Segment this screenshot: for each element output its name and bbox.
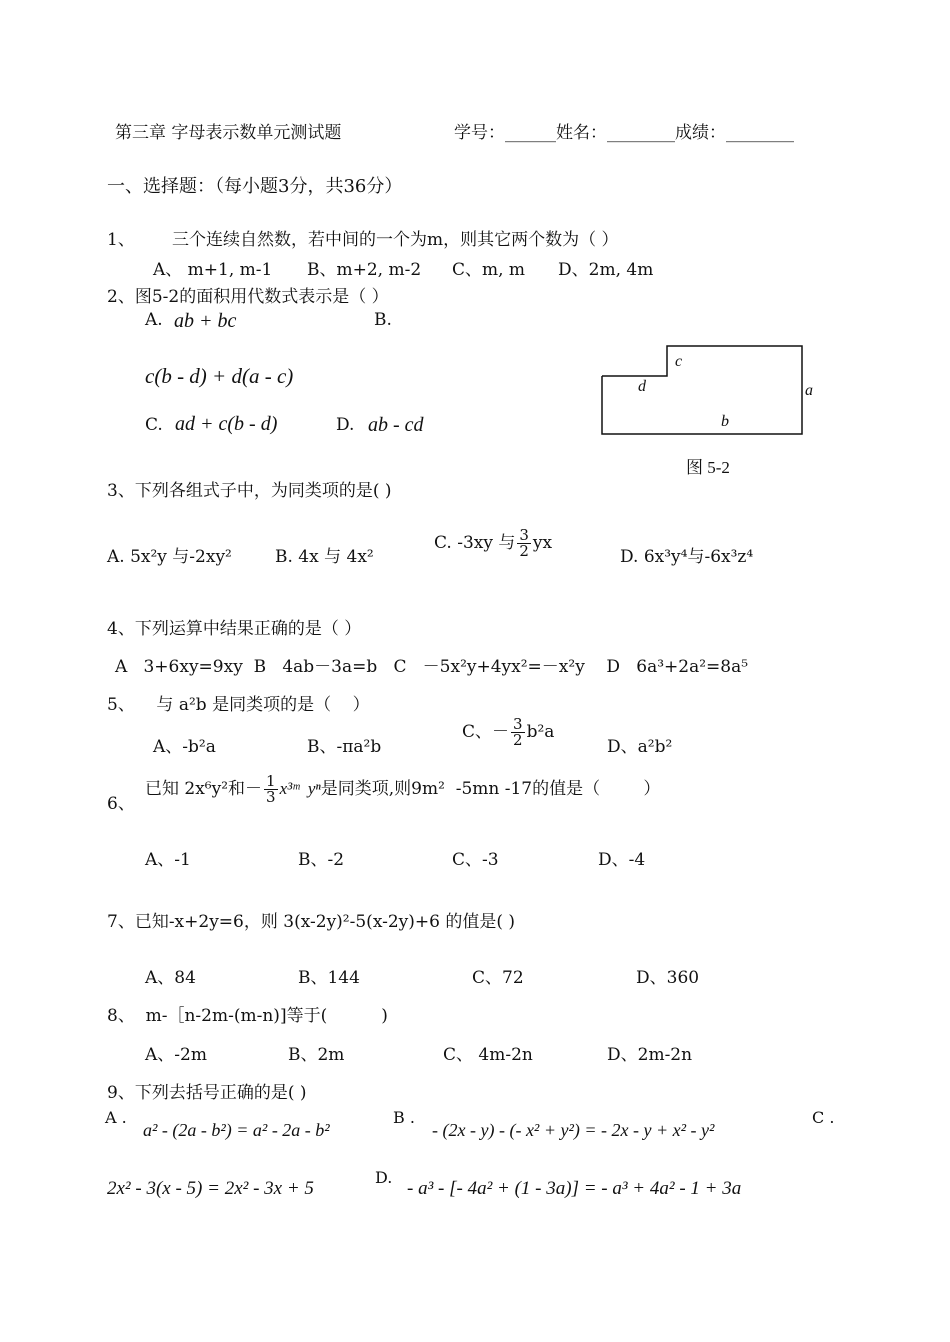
page-title: 第三章 字母表示数单元测试题 xyxy=(115,123,342,143)
question-9-option-c-expr: 2x² - 3(x - 5) = 2x² - 3x + 5 xyxy=(107,1178,314,1199)
question-2-option-c-label: C. xyxy=(145,415,163,435)
fraction-3-2 xyxy=(511,717,525,748)
question-1-option-d: D、2m, 4m xyxy=(558,260,654,280)
fraction-denominator: 2 xyxy=(513,731,523,749)
fraction-numerator: 3 xyxy=(513,715,523,733)
question-9-option-b-expr: - (2x - y) - (- x² + y²) = - 2x - y + x² - y² xyxy=(432,1120,715,1140)
question-3-option-b: B. 4x 与 4x² xyxy=(275,547,374,567)
question-8-text: 8、 m-［n-2m-(m-n)]等于( ) xyxy=(107,1006,388,1026)
question-2-option-a-label: A. xyxy=(145,310,163,330)
question-8-option-b: B、2m xyxy=(288,1045,345,1065)
question-9-text: 9、下列去括号正确的是( ) xyxy=(107,1083,307,1103)
question-6-option-c: C、-3 xyxy=(452,850,499,870)
student-info-fields: 学号：______姓名：________成绩：________ xyxy=(454,123,794,143)
question-6-option-b: B、-2 xyxy=(298,850,345,870)
question-9-option-a-expr: a² - (2a - b²) = a² - 2a - b² xyxy=(143,1120,330,1140)
figure-label-c: c xyxy=(675,353,683,370)
question-3-option-c-prefix: C. -3xy 与 xyxy=(434,533,516,553)
section-heading-note: （每小题3分，共36分） xyxy=(215,176,403,197)
question-5-option-b: B、-πa²b xyxy=(307,737,382,757)
question-5-option-c-prefix: C、－ xyxy=(462,722,510,742)
question-1-text: 三个连续自然数，若中间的一个为m，则其它两个数为（ ） xyxy=(172,230,619,250)
question-1-option-c: C、m, m xyxy=(452,260,526,280)
question-2-option-a-expr: ab + bc xyxy=(174,310,237,332)
question-6-option-d: D、-4 xyxy=(598,850,646,870)
question-5-option-c xyxy=(462,717,554,748)
question-2-option-c-expr: ad + c(b - d) xyxy=(175,413,278,435)
figure-label-a: a xyxy=(805,382,813,399)
question-2-option-d-label: D. xyxy=(336,415,355,435)
question-8-option-d: D、2m-2n xyxy=(607,1045,693,1065)
question-6-number: 6、 xyxy=(107,794,135,814)
figure-shape-outline xyxy=(602,346,802,434)
figure-5-2 xyxy=(595,340,815,445)
question-3-option-c-suffix: yx xyxy=(532,533,553,553)
question-9-option-a-label: A . xyxy=(105,1108,127,1127)
section-heading xyxy=(107,172,402,198)
fraction-3-2 xyxy=(517,528,531,559)
question-3-option-a: A. 5x²y 与-2xy² xyxy=(107,547,232,567)
question-1-number: 1、 xyxy=(107,230,135,250)
question-9-option-d-label: D. xyxy=(375,1168,393,1187)
question-1-option-b: B、m+2, m-2 xyxy=(307,260,422,280)
fraction-numerator: 3 xyxy=(519,526,529,544)
figure-caption: 图 5-2 xyxy=(686,458,730,477)
section-heading-prefix: 一、选择题： xyxy=(107,176,215,197)
question-5-option-a: A、-b²a xyxy=(153,737,216,757)
question-2-option-b-label: B. xyxy=(374,310,392,330)
question-7-option-d: D、360 xyxy=(636,968,700,988)
figure-label-d: d xyxy=(638,378,646,395)
question-6-text xyxy=(145,774,660,805)
question-4-options: A 3+6xy=9xy B 4ab－3a=b C －5x²y+4yx²=－x²y D 6a³+2a²=8a⁵ xyxy=(115,657,749,677)
question-2-option-d-expr: ab - cd xyxy=(368,414,424,436)
question-6-prefix: 已知 2x⁶y²和－ xyxy=(145,779,263,799)
question-6-suffix: 是同类项,则9m² -5mn -17的值是（ ） xyxy=(320,779,661,799)
question-6-option-a: A、-1 xyxy=(145,850,191,870)
question-4-text: 4、下列运算中结果正确的是（ ） xyxy=(107,619,362,639)
fraction-denominator: 3 xyxy=(266,788,276,806)
question-7-text: 7、已知-x+2y=6，则 3(x-2y)²-5(x-2y)+6 的值是( ) xyxy=(107,912,516,932)
question-7-option-a: A、84 xyxy=(145,968,196,988)
question-8-option-a: A、-2m xyxy=(145,1045,207,1065)
fraction-1-3 xyxy=(264,774,278,805)
question-2-option-b-expr: c(b - d) + d(a - c) xyxy=(145,364,294,388)
question-9-option-c-label: C . xyxy=(812,1108,835,1127)
question-5-option-d: D、a²b² xyxy=(607,737,673,757)
question-5-option-c-suffix: b²a xyxy=(526,722,555,742)
question-2-text: 2、图5-2的面积用代数式表示是（ ） xyxy=(107,287,389,307)
question-6-variables: x³ᵐ yⁿ xyxy=(279,779,321,798)
question-8-option-c: C、 4m-2n xyxy=(443,1045,533,1065)
fraction-denominator: 2 xyxy=(519,542,529,560)
question-5-text: 5、 与 a²b 是同类项的是（ ） xyxy=(107,695,370,715)
figure-label-b: b xyxy=(721,413,729,430)
question-3-text: 3、下列各组式子中，为同类项的是( ) xyxy=(107,481,392,501)
question-3-option-c xyxy=(434,528,552,559)
fraction-numerator: 1 xyxy=(266,772,276,790)
question-3-option-d: D. 6x³y⁴与-6x³z⁴ xyxy=(620,547,754,567)
question-7-option-c: C、72 xyxy=(472,968,524,988)
question-1-option-a: A、 m+1, m-1 xyxy=(153,260,273,280)
question-9-option-b-label: B . xyxy=(393,1108,415,1127)
question-7-option-b: B、144 xyxy=(298,968,360,988)
question-9-option-d-expr: - a³ - [- 4a² + (1 - 3a)] = - a³ + 4a² - 1 + 3a xyxy=(407,1178,742,1199)
